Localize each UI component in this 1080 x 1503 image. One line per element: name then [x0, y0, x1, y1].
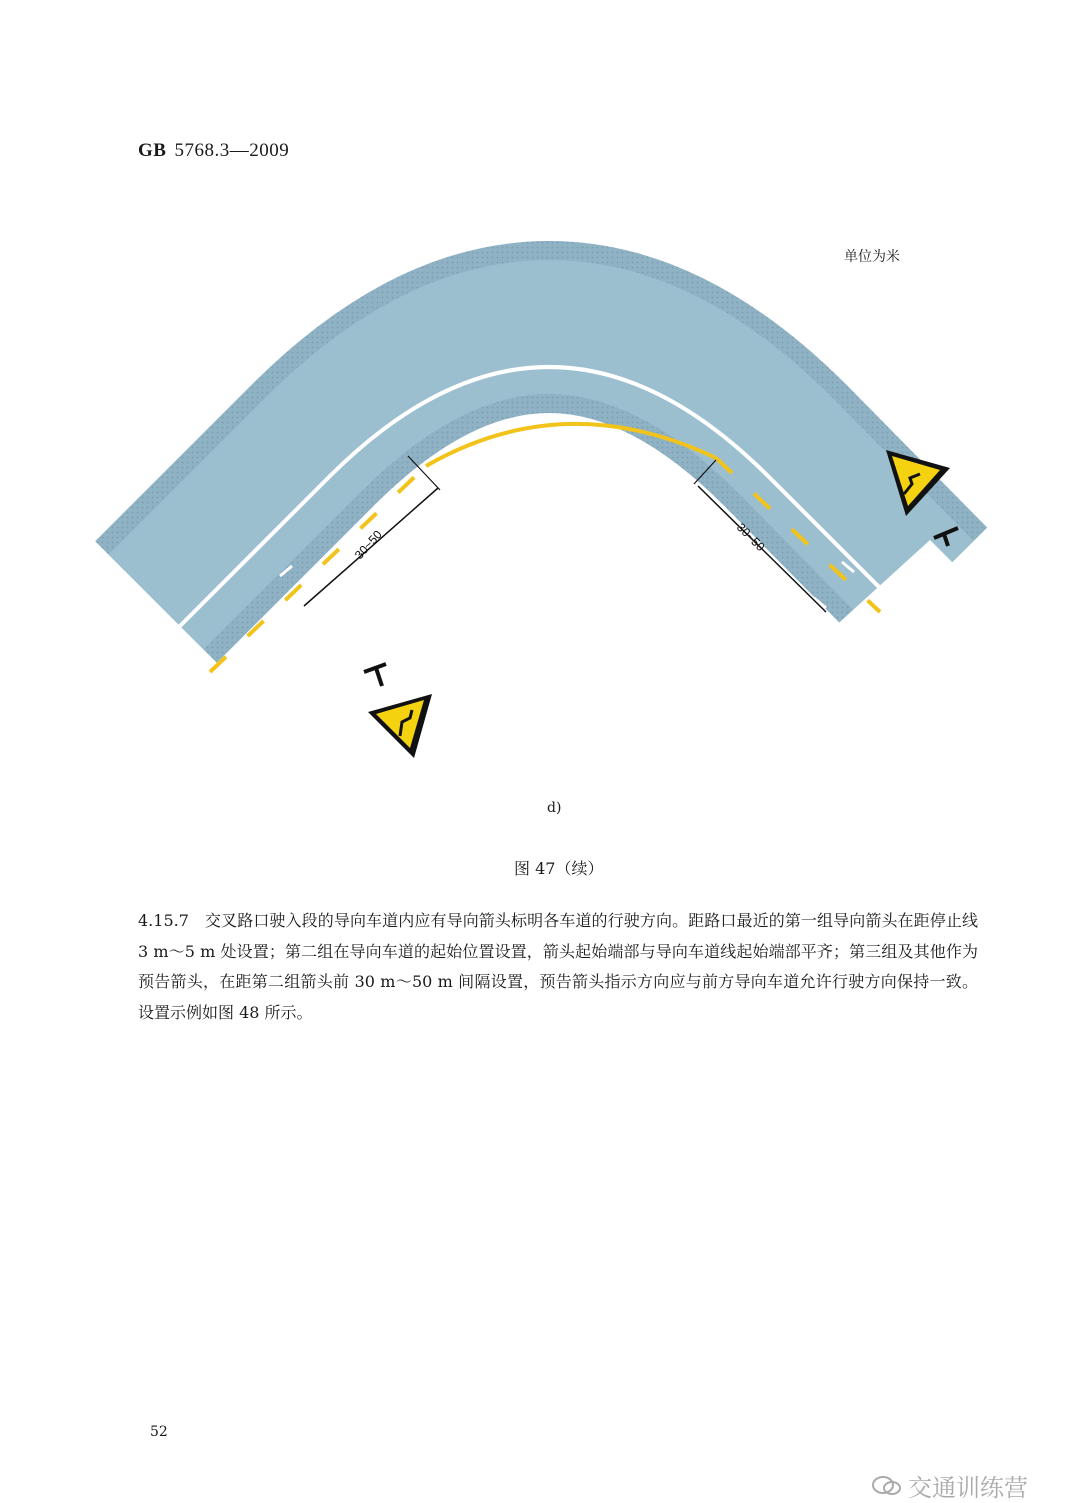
- clause-paragraph: [138, 906, 978, 1028]
- wechat-icon: [872, 1475, 902, 1497]
- warning-sign-left: [368, 694, 432, 758]
- dimension-label-right: 30~50: [733, 520, 768, 554]
- clause-number: 4.15.7: [138, 911, 189, 930]
- watermark-text: 交通训练营: [908, 1474, 1028, 1502]
- guide-arrow-left-lower: [318, 612, 330, 622]
- standard-prefix: GB: [138, 140, 167, 161]
- page-number: 52: [150, 1424, 168, 1440]
- watermark: [872, 1468, 1028, 1503]
- unit-note: 单位为米: [844, 249, 900, 265]
- standard-code: 5768.3—2009: [174, 140, 290, 161]
- clause-text: 交叉路口驶入段的导向车道内应有导向箭头标明各车道的行驶方向。距路口最近的第一组导向箭头在距停止线 3 m～5 m 处设置；第二组在导向车道的起始位置设置，箭头起始端部与导向车道线起始端部平齐；第三组及其他作为预告箭头，在距第二组箭头前 30 m～50 m 间隔设置，预告箭头指示方向应与前方导向车道允许行驶方向保持一致。设置示例如图 48 所示。: [138, 911, 978, 1022]
- figure-caption: 图 47（续）: [514, 859, 604, 878]
- dimension-label-left: 30~50: [351, 527, 385, 563]
- stop-line-marker-left: [364, 664, 386, 686]
- figure-sub-label: d): [547, 800, 562, 816]
